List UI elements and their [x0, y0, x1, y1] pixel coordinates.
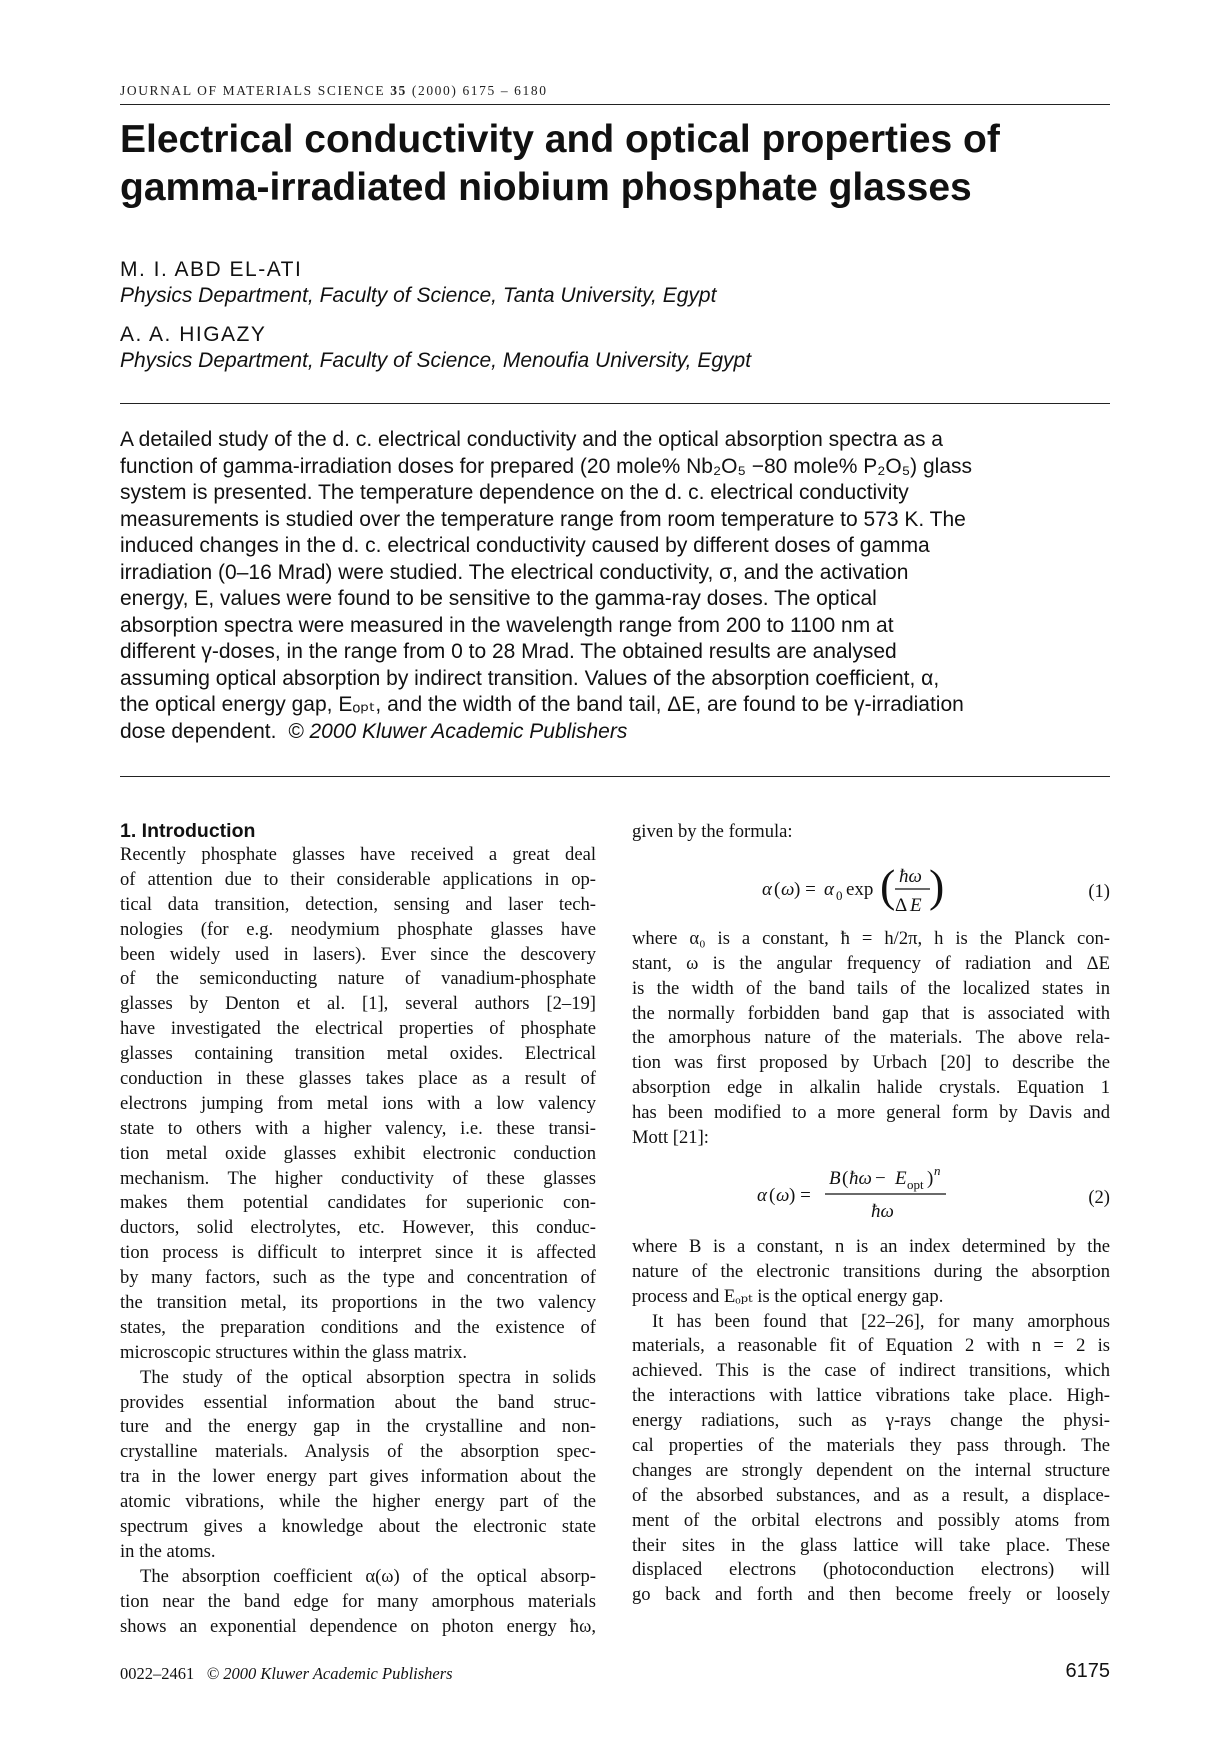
- equation-2-number: (2): [1088, 1186, 1110, 1208]
- abstract-line: dose dependent.: [120, 719, 277, 743]
- svg-text:): ): [927, 1167, 934, 1189]
- svg-text:ω: ω: [776, 1184, 790, 1206]
- equation-2: [632, 1151, 1110, 1235]
- body-line: displaced electrons (photoconduction electrons) will: [632, 1559, 1110, 1581]
- body-line: tion metal oxide glasses exhibit electronic conduction: [120, 1142, 596, 1164]
- body-line: materials, a reasonable fit of Equation 2 with n = 2 is: [632, 1335, 1110, 1357]
- body-line: mechanism. The higher conductivity of these glasses: [120, 1167, 596, 1189]
- abstract-line: the optical energy gap, Eₒₚₜ, and the width of the band tail, ΔE, are found to be γ-irradiation: [120, 693, 964, 716]
- body-line: been widely used in lasers). Ever since the descovery: [120, 943, 596, 965]
- abstract-line: absorption spectra were measured in the wavelength range from 200 to 1100 nm at: [120, 613, 894, 637]
- abstract-line: induced changes in the d. c. electrical conductivity caused by different doses of gamma: [120, 534, 930, 557]
- svg-text:ħω: ħω: [849, 1167, 872, 1189]
- body-line: changes are strongly dependent on the internal structure: [632, 1459, 1110, 1481]
- svg-text:α: α: [824, 878, 834, 900]
- svg-text:0: 0: [836, 887, 843, 903]
- body-line: stant, ω is the angular frequency of radiation and ΔE: [632, 952, 1110, 974]
- author-affiliation-1: Physics Department, Faculty of Science, Tanta University, Egypt: [120, 284, 717, 307]
- body-line: The absorption coefficient α(ω) of the optical absorp-: [140, 1565, 596, 1587]
- body-line: glasses containing transition metal oxides. Electrical: [120, 1043, 596, 1065]
- svg-text:(: (: [769, 1184, 776, 1206]
- body-line: glasses by Denton et al. [1], several authors [2–19]: [120, 993, 596, 1015]
- equation-2-formula: [757, 1151, 1077, 1235]
- title-line-2: gamma-irradiated niobium phosphate glasses: [120, 166, 972, 209]
- svg-text:) =: ) =: [794, 878, 816, 900]
- body-line: ture and the energy gap in the crystalline and non-: [120, 1416, 596, 1438]
- body-line: crystalline materials. Analysis of the absorption spec-: [120, 1441, 596, 1463]
- abstract-bottom-rule: [120, 776, 1110, 777]
- body-line: the transition metal, its proportions in the two valency: [120, 1292, 596, 1314]
- body-line: The study of the optical absorption spectra in solids: [140, 1366, 596, 1388]
- journal-year-pages: (2000) 6175 – 6180: [411, 83, 548, 98]
- body-line: achieved. This is the case of indirect transitions, which: [632, 1360, 1110, 1382]
- title-line-1: Electrical conductivity and optical properties of: [120, 118, 1000, 161]
- body-column-left: [120, 818, 596, 1640]
- section-heading-introduction: 1. Introduction: [120, 820, 256, 842]
- body-line: is the width of the band tails of the localized states in: [632, 977, 1110, 999]
- body-line: tical data transition, detection, sensing and laser tech-: [120, 893, 596, 915]
- abstract-copyright: © 2000 Kluwer Academic Publishers: [288, 719, 628, 743]
- body-line: given by the formula:: [632, 821, 793, 842]
- body-line: states, the preparation conditions and the existence of: [120, 1316, 596, 1338]
- abstract-last-line: [120, 719, 1110, 746]
- equation-1-number: (1): [1088, 880, 1110, 902]
- svg-text:(: (: [880, 859, 896, 911]
- equation-1-formula: [762, 845, 1082, 927]
- svg-text:Δ: Δ: [895, 894, 908, 916]
- svg-text:α: α: [757, 1184, 767, 1206]
- author-name-1: M. I. ABD EL-ATI: [120, 258, 303, 281]
- body-line: ductors, solid electrolytes, etc. However, this conduc-: [120, 1217, 596, 1239]
- body-line: Recently phosphate glasses have received a great deal: [120, 844, 596, 865]
- svg-text:ω: ω: [781, 878, 795, 900]
- body-line: spectrum gives a knowledge about the electronic state: [120, 1516, 596, 1538]
- abstract-line: energy, E, values were found to be sensitive to the gamma-ray doses. The optical: [120, 587, 877, 610]
- body-line: It has been found that [22–26], for many amorphous: [652, 1310, 1110, 1332]
- svg-text:n: n: [934, 1162, 941, 1178]
- body-line: the interactions with lattice vibrations take place. High-: [632, 1385, 1110, 1407]
- body-line: tion process is difficult to interpret since it is affected: [120, 1242, 596, 1264]
- svg-text:B: B: [829, 1167, 841, 1189]
- svg-text:exp: exp: [846, 878, 874, 900]
- svg-text:(: (: [774, 878, 781, 900]
- body-line: the amorphous nature of the materials. The above rela-: [632, 1027, 1110, 1049]
- abstract: [120, 427, 1110, 745]
- body-line: of the semiconducting nature of vanadium-phosphate: [120, 968, 596, 990]
- abstract-line: function of gamma-irradiation doses for prepared (20 mole% Nb₂O₅ −80 mole% P₂O₅) glass: [120, 454, 973, 478]
- author-affiliation-2: Physics Department, Faculty of Science, Menoufia University, Egypt: [120, 349, 752, 372]
- journal-name: JOURNAL OF MATERIALS SCIENCE: [120, 83, 386, 98]
- abstract-line: A detailed study of the d. c. electrical conductivity and the optical absorption spectra as a: [120, 428, 943, 451]
- body-line: in the atoms.: [120, 1540, 216, 1562]
- svg-text:−: −: [875, 1167, 886, 1189]
- body-line: makes them potential candidates for superionic con-: [120, 1192, 596, 1214]
- svg-text:E: E: [895, 1167, 907, 1189]
- body-line: their sites in the glass lattice will take place. These: [632, 1534, 1110, 1556]
- journal-volume: 35: [390, 83, 407, 98]
- body-line: shows an exponential dependence on photon energy ħω,: [120, 1615, 596, 1637]
- body-line: the normally forbidden band gap that is associated with: [632, 1002, 1110, 1024]
- svg-text:) =: ) =: [789, 1184, 811, 1206]
- body-column-right: [632, 818, 1110, 1608]
- body-line: have investigated the electrical properties of phosphate: [120, 1018, 596, 1040]
- svg-text:ħω: ħω: [871, 1200, 894, 1222]
- body-line: tra in the lower energy part gives information about the: [120, 1466, 596, 1488]
- body-line: state to others with a higher valency, i.e. these transi-: [120, 1117, 596, 1139]
- running-head: [120, 83, 548, 99]
- body-line: nologies (for e.g. neodymium phosphate glasses have: [120, 918, 596, 940]
- author-name-2: A. A. HIGAZY: [120, 323, 267, 346]
- body-line: by many factors, such as the type and concentration of: [120, 1267, 596, 1289]
- page-number: 6175: [1065, 1660, 1110, 1682]
- body-line: of attention due to their considerable applications in op-: [120, 868, 596, 890]
- body-line: tion near the band edge for many amorphous materials: [120, 1590, 596, 1612]
- body-line: atomic vibrations, while the higher energy part of the: [120, 1491, 596, 1513]
- body-line: microscopic structures within the glass matrix.: [120, 1341, 468, 1363]
- abstract-line: assuming optical absorption by indirect transition. Values of the absorption coefficient, α,: [120, 666, 940, 690]
- body-line: where α₀ is a constant, ħ = h/2π, h is the Planck con-: [632, 927, 1110, 949]
- issn-code: 0022–2461: [120, 1664, 195, 1683]
- equation-1: [632, 845, 1110, 927]
- paper-title: [120, 116, 1110, 212]
- body-line: conduction in these glasses takes place as a result of: [120, 1068, 596, 1090]
- abstract-top-rule: [120, 403, 1110, 404]
- body-line: absorption edge in alkalin halide crystals. Equation 1: [632, 1077, 1110, 1099]
- svg-text:α: α: [762, 878, 772, 900]
- body-line: provides essential information about the band struc-: [120, 1391, 596, 1413]
- svg-text:E: E: [910, 894, 922, 916]
- svg-text:): ): [929, 859, 945, 911]
- abstract-line: irradiation (0–16 Mrad) were studied. The electrical conductivity, σ, and the activation: [120, 560, 909, 584]
- body-line: process and Eₒₚₜ is the optical energy gap.: [632, 1285, 944, 1307]
- body-line: tion was first proposed by Urbach [20] to describe the: [632, 1052, 1110, 1074]
- svg-text:ħω: ħω: [899, 865, 922, 887]
- footer-copyright: © 2000 Kluwer Academic Publishers: [206, 1664, 453, 1683]
- svg-text:(: (: [842, 1167, 849, 1189]
- abstract-line: system is presented. The temperature dependence on the d. c. electrical conductivity: [120, 481, 909, 504]
- body-line: electrons jumping from metal ions with a low valency: [120, 1092, 596, 1114]
- body-line: of the absorbed substances, and as a result, a displace-: [632, 1484, 1110, 1506]
- body-line: ment of the orbital electrons and possibly atoms from: [632, 1509, 1110, 1531]
- body-line: cal properties of the materials they pass through. The: [632, 1435, 1110, 1457]
- abstract-line: measurements is studied over the temperature range from room temperature to 573 K. The: [120, 507, 966, 531]
- body-line: go back and forth and then become freely or loosely: [632, 1584, 1110, 1606]
- abstract-line: different γ-doses, in the range from 0 to 28 Mrad. The obtained results are analysed: [120, 640, 897, 663]
- body-line: where B is a constant, n is an index determined by the: [632, 1235, 1110, 1257]
- footer-left: [120, 1664, 453, 1684]
- header-rule: [120, 104, 1110, 105]
- body-line: energy radiations, such as γ-rays change the physi-: [632, 1410, 1110, 1432]
- svg-text:opt: opt: [907, 1176, 924, 1192]
- body-line: has been modified to a more general form by Davis and: [632, 1102, 1110, 1124]
- body-line: nature of the electronic transitions during the absorption: [632, 1260, 1110, 1282]
- body-line: Mott [21]:: [632, 1127, 709, 1149]
